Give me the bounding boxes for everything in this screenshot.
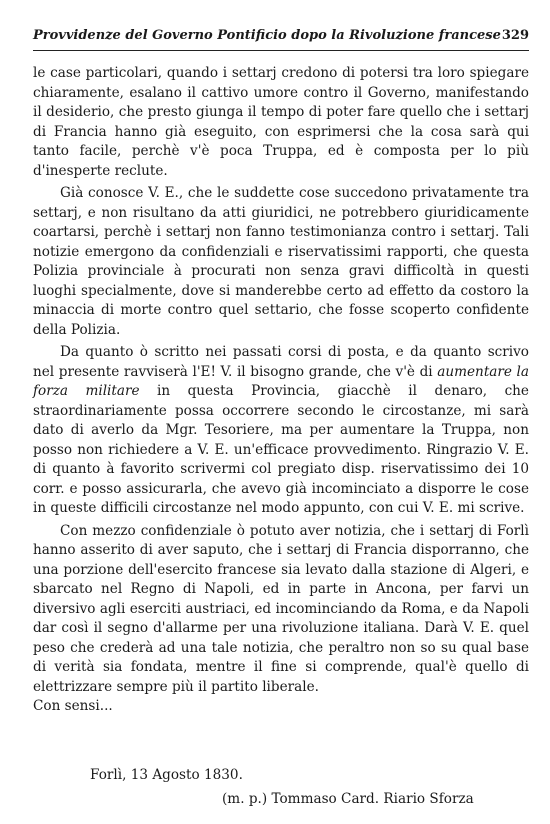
paragraph bbox=[33, 343, 529, 519]
header-rule bbox=[33, 50, 529, 51]
place-date: Forlì, 13 Agosto 1830. bbox=[90, 767, 243, 783]
paragraph-text: le case particolari, quando i settarj credono di potersi tra loro spiegare chiaramente, esalano il cattivo umore contro il Governo, manifestando il desiderio, che presto giunga il tempo di poter fare quello che i settarj di Francia hanno già eseguito, con esprimersi che la cosa sarà qui tanto facile, perchè v'è poca Truppa, ed è composta per lo più d'inesperte reclute. bbox=[33, 65, 529, 179]
paragraph-text: Già conosce V. E., che le suddette cose succedono privatamente tra settarj, e non risultano da atti giuridici, ne potrebbero giuridicamente coartarsi, perchè i settarj non fanno testimonianza contro i settarj. Tali notizie emergono da confidenziali e riservatissimi rapporti, che questa Polizia provinciale à procurati non senza gravi difficoltà in questi luoghi specialmente, dove si manderebbe certo ad effetto da costoro la minaccia di morte contro quel settario, che fosse scoperto confidente della Polizia. bbox=[33, 185, 529, 338]
emphasized-phrase: aumentare la forza militare bbox=[33, 363, 529, 399]
paragraph bbox=[33, 184, 529, 340]
signature: (m. p.) Tommaso Card. Riario Sforza bbox=[222, 791, 474, 807]
page-number: 329 bbox=[501, 28, 529, 43]
paragraph bbox=[33, 64, 529, 181]
paragraph-text: in questa Provincia, giacchè il denaro, che straordinariamente possa occorrere secondo le circostanze, mi sarà dato di averlo da Mgr. Tesoriere, ma per aumentare la Truppa, non posso non richiedere a V. E. un'efficace provvedimento. Ringrazio V. E. di quanto à favorito scrivermi col pregiato disp. riservatissimo dei 10 corr. e posso assicurarla, che avevo già incominciato a disporre le cose in queste difficili circostanze nel modo appunto, con cui V. E. mi scrive. bbox=[33, 383, 529, 516]
running-title: Provvidenze del Governo Pontificio dopo la Rivoluzione francese bbox=[33, 28, 501, 43]
closing-formula: Con sensi... bbox=[33, 698, 113, 714]
paragraph-text: Da quanto ò scritto nei passati corsi di posta, e da quanto scrivo nel presente ravviserà l'E! V. il bisogno grande, che v'è di bbox=[33, 344, 529, 380]
paragraph-text: Con mezzo confidenziale ò potuto aver notizia, che i settarj di Forlì hanno asserito di aver saputo, che i settarj di Francia disporranno, che una porzione dell'esercito francese sia levato dalla stazione di Algeri, e sbarcato nel Regno di Napoli, ed in parte in Ancona, per farvi un diversivo agli eserciti austriaci, ed incominciando da Roma, e da Napoli dar così il segno d'allarme per una rivoluzione italiana. Darà V. E. quel peso che crederà ad una tale notizia, che peraltro non so su qual base di verità sia fondata, mentre il fine si comprende, qual'è quello di elettrizzare sempre più il partito liberale. bbox=[33, 522, 529, 695]
letter-body bbox=[33, 64, 529, 717]
running-header bbox=[33, 28, 529, 46]
paragraph bbox=[33, 522, 529, 698]
